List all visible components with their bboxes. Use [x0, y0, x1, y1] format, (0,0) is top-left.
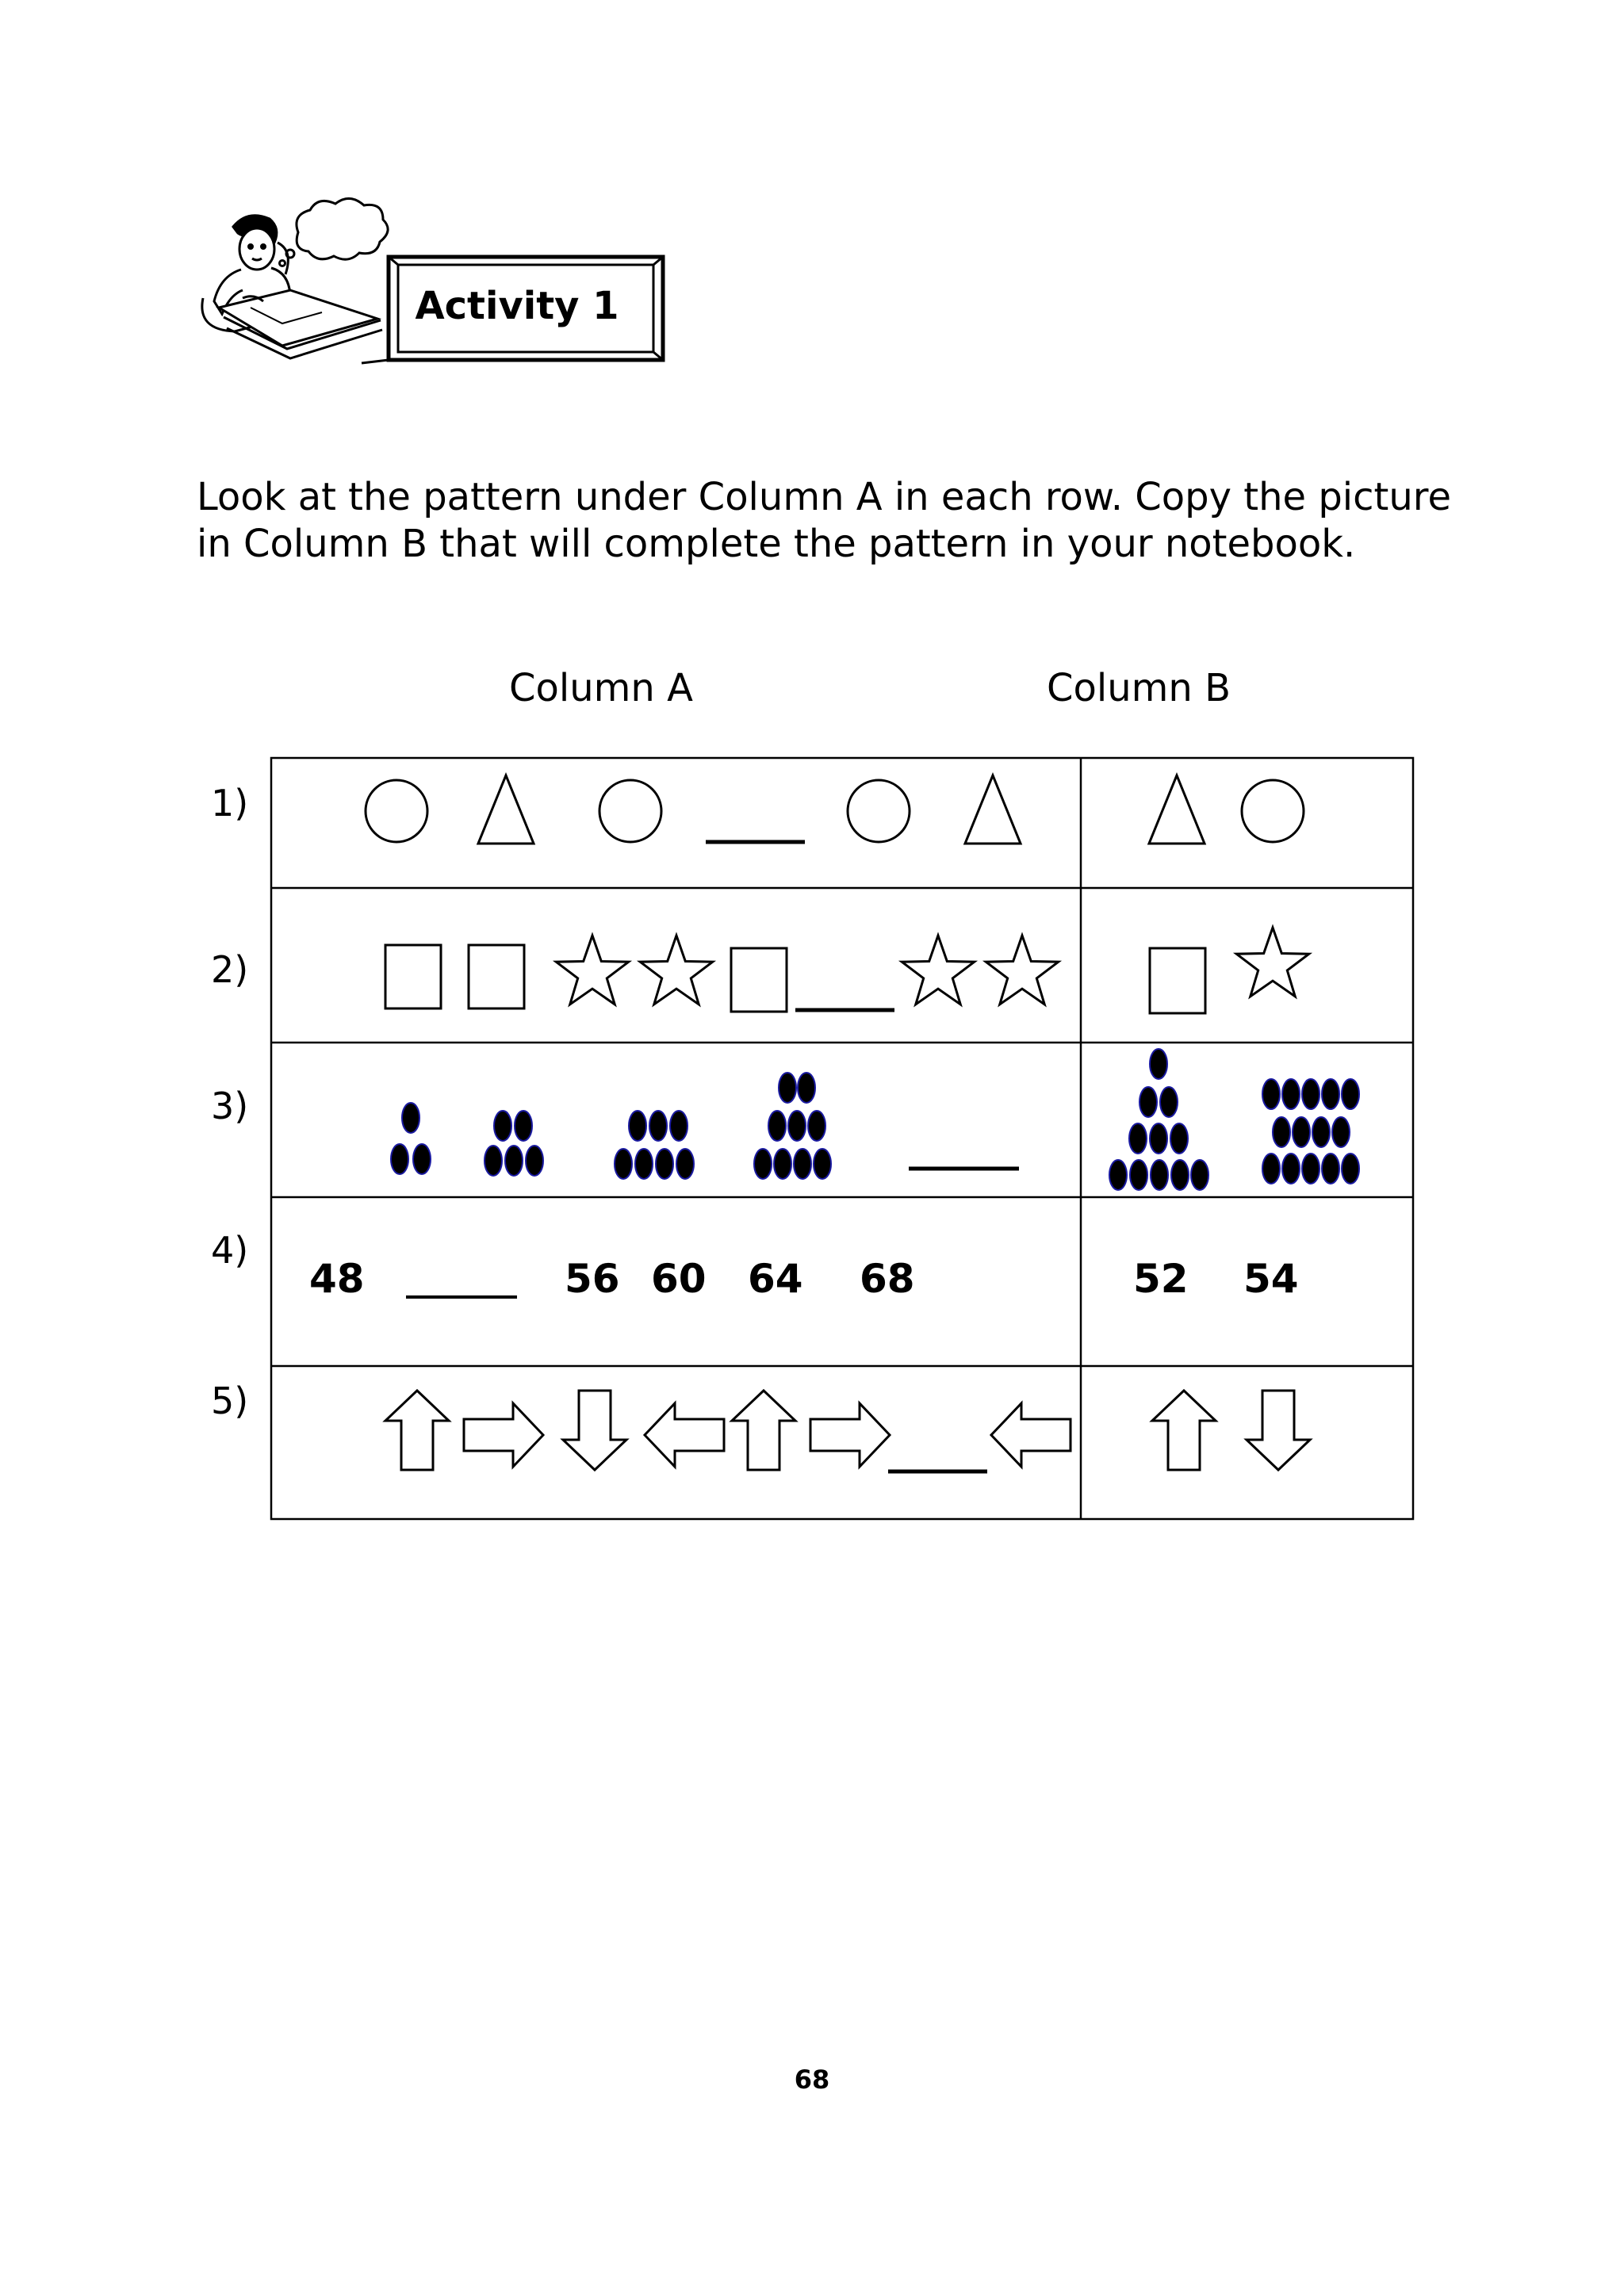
dot-group-9 [754, 1073, 831, 1179]
star-option [1236, 928, 1308, 997]
pattern-table [238, 737, 1443, 1530]
triangle-option [1149, 775, 1205, 844]
instructions-text: Look at the pattern under Column A in each row. Copy the picture in Column B that will complete the pattern in your notebook. [197, 475, 1451, 566]
square-shape [385, 945, 441, 1008]
number-option-54: 54 [1243, 1256, 1299, 1302]
arrow-left-icon [645, 1403, 724, 1467]
triangle-shape [965, 775, 1021, 844]
activity-title: Activity 1 [415, 284, 619, 328]
circle-shape [366, 780, 427, 842]
arrow-down-option-icon [1247, 1391, 1310, 1470]
star-shape [986, 936, 1058, 1004]
row-5-column-a-pattern [385, 1391, 1071, 1471]
row-5-label: 5) [211, 1380, 249, 1422]
circle-shape [848, 780, 910, 842]
row-2-label: 2) [211, 948, 249, 991]
row-4-column-b-options [1133, 1256, 1299, 1302]
square-shape [469, 945, 524, 1008]
square-shape [731, 948, 787, 1012]
star-shape [640, 936, 712, 1004]
number-64: 64 [748, 1256, 803, 1302]
row-2-column-b-options [1150, 928, 1309, 1013]
row-4-column-a-pattern [309, 1256, 915, 1302]
arrow-left-icon [991, 1403, 1071, 1467]
row-5-column-b-options [1152, 1391, 1310, 1470]
row-1-column-a-pattern [366, 775, 1021, 844]
number-68: 68 [860, 1256, 915, 1302]
dot-option-block [1262, 1079, 1359, 1184]
star-shape [902, 936, 974, 1004]
dot-option-pyramid [1109, 1049, 1208, 1190]
arrow-up-option-icon [1152, 1391, 1216, 1470]
number-option-52: 52 [1133, 1256, 1189, 1302]
number-60: 60 [651, 1256, 707, 1302]
child-at-desk-icon [202, 216, 382, 358]
number-56: 56 [565, 1256, 620, 1302]
circle-shape [599, 780, 661, 842]
row-3-label: 3) [211, 1085, 249, 1127]
star-shape [556, 936, 628, 1004]
square-option [1150, 948, 1205, 1013]
thought-cloud-icon [280, 198, 389, 266]
arrow-up-icon [732, 1391, 795, 1470]
circle-option [1242, 780, 1304, 842]
column-b-header: Column B [1047, 666, 1231, 710]
page-number: 68 [794, 2064, 830, 2095]
row-1-label: 1) [211, 782, 249, 825]
row-2-column-a-pattern [385, 936, 1059, 1012]
arrow-up-icon [385, 1391, 449, 1470]
arrow-right-icon [810, 1403, 890, 1467]
arrow-right-icon [464, 1403, 543, 1467]
arrow-down-icon [563, 1391, 626, 1470]
triangle-shape [478, 775, 534, 844]
number-48: 48 [309, 1256, 365, 1302]
column-a-header: Column A [509, 666, 693, 710]
row-3-column-b-options [1109, 1049, 1359, 1190]
row-4-label: 4) [211, 1229, 249, 1272]
dot-group-7 [615, 1111, 694, 1179]
dot-group-3 [391, 1103, 431, 1174]
row-1-column-b-options [1149, 775, 1304, 844]
table-grid [271, 758, 1413, 1519]
row-3-column-a-pattern [391, 1073, 1019, 1179]
dot-group-5 [485, 1111, 543, 1176]
